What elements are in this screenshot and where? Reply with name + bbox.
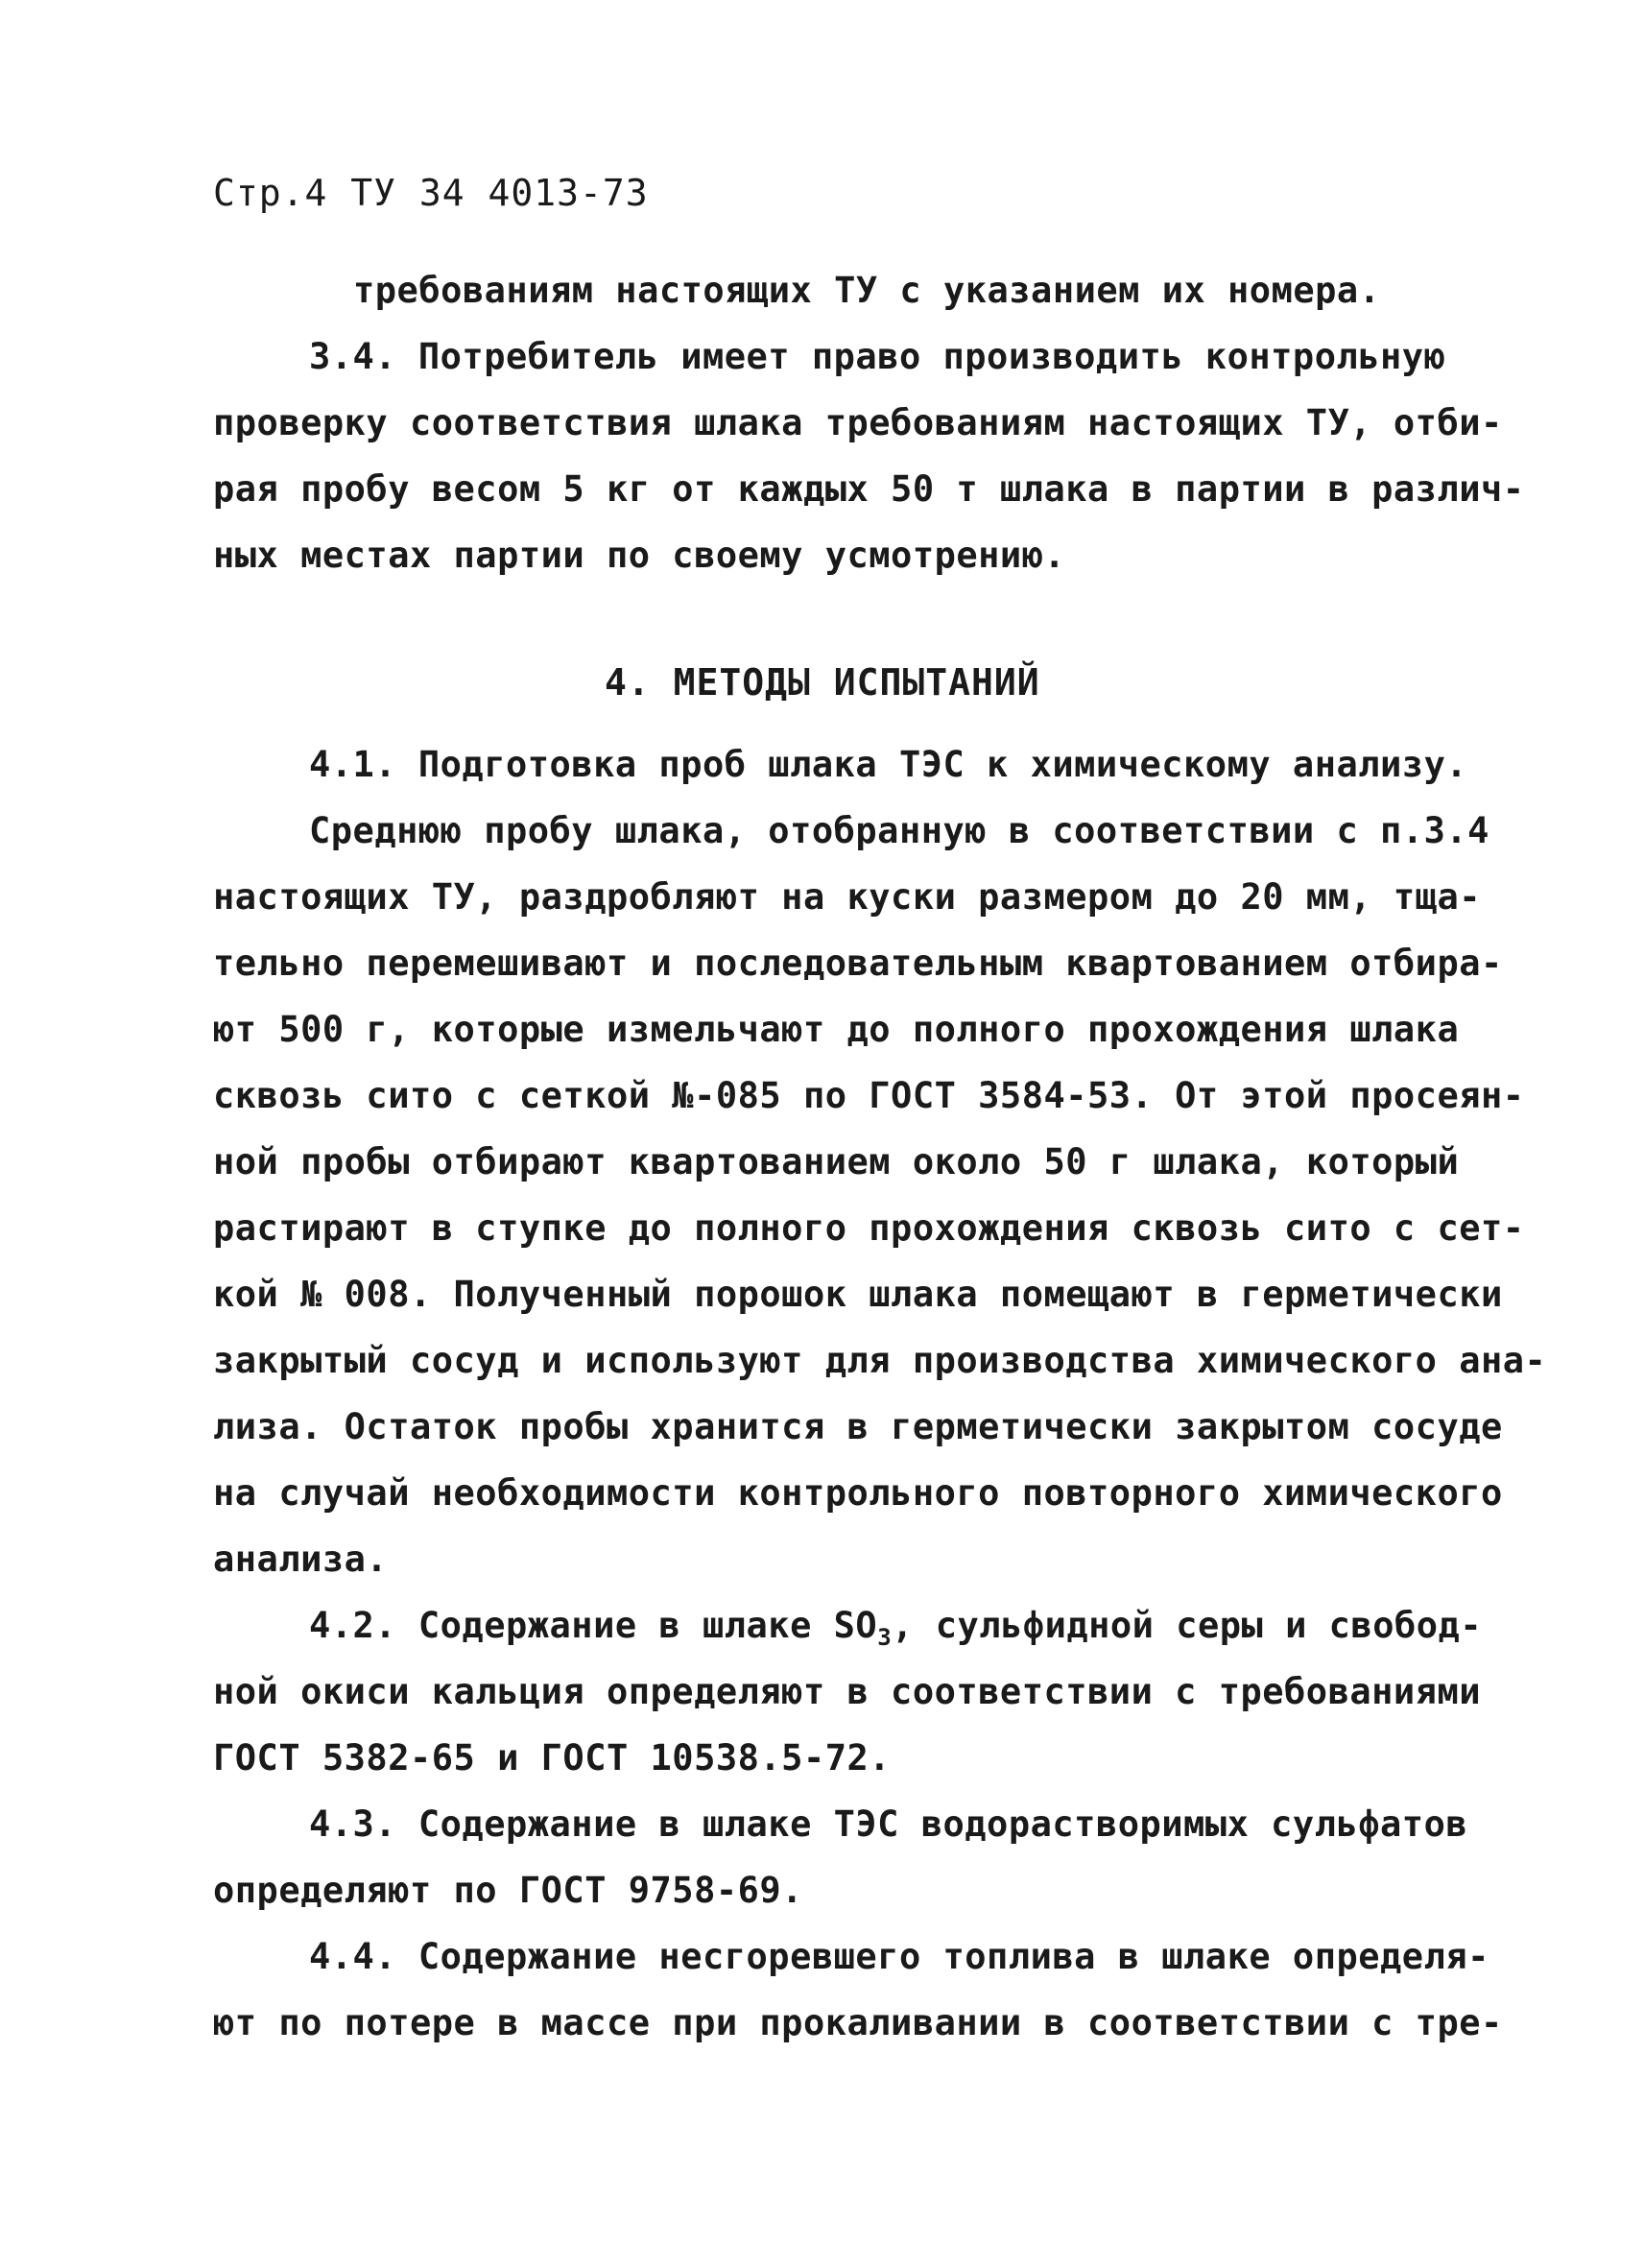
- text-line: ной пробы отбирают квартованием около 50 г шлака, который: [213, 1141, 1460, 1182]
- text-line: кой № 008. Полученный порошок шлака помещают в герметически: [213, 1274, 1503, 1315]
- text-line: тельно перемешивают и последовательным квартованием отбира-: [213, 943, 1503, 984]
- text-line: ной окиси кальция определяют в соответствии с требованиями: [213, 1671, 1482, 1712]
- chemical-formula: $SO_3$: [833, 1605, 893, 1651]
- page-header: Стр.4 ТУ 34 4013-73: [213, 172, 649, 214]
- text-line: рая пробу весом 5 кг от каждых 50 т шлака в партии в различ-: [213, 468, 1525, 510]
- text-line: растирают в ступке до полного прохождения сквозь сито с сет-: [213, 1207, 1525, 1249]
- text-line: 3.4. Потребитель имеет право производить контрольную: [309, 336, 1446, 377]
- text-line: закрытый сосуд и используют для производства химического ана-: [213, 1340, 1547, 1381]
- text-fragment: 4.2. Содержание в шлаке: [309, 1605, 834, 1646]
- text-line: на случай необходимости контрольного повторного химического: [213, 1472, 1503, 1514]
- text-line: лиза. Остаток пробы хранится в герметически закрытом сосуде: [213, 1406, 1503, 1447]
- text-line: 4.4. Содержание несгоревшего топлива в шлаке определя-: [309, 1936, 1489, 1977]
- text-line: анализа.: [213, 1539, 389, 1580]
- text-line: ных местах партии по своему усмотрению.: [213, 535, 1066, 576]
- text-line: Среднюю пробу шлака, отобранную в соответствии с п.3.4: [309, 810, 1489, 851]
- text-line: ют 500 г, которые измельчают до полного прохождения шлака: [213, 1009, 1460, 1050]
- text-line: ют по потере в массе при прокаливании в соответствии с тре-: [213, 2002, 1503, 2043]
- text-line: 4.1. Подготовка проб шлака ТЭС к химическому анализу.: [309, 744, 1468, 785]
- text-line: настоящих ТУ, раздробляют на куски размером до 20 мм, тща-: [213, 876, 1482, 918]
- text-line-with-formula: [309, 1605, 1483, 1651]
- text-line: сквозь сито с сеткой №-085 по ГОСТ 3584-53. От этой просеян-: [213, 1075, 1525, 1116]
- text-line: 4.3. Содержание в шлаке ТЭС водорастворимых сульфатов: [309, 1803, 1468, 1845]
- text-line: ГОСТ 5382-65 и ГОСТ 10538.5-72.: [213, 1737, 892, 1779]
- text-line: проверку соответствия шлака требованиям настоящих ТУ, отби-: [213, 402, 1503, 443]
- text-line: требованиям настоящих ТУ с указанием их номера.: [353, 270, 1381, 311]
- text-fragment: , сульфидной серы и свобод-: [892, 1605, 1483, 1646]
- section-title: 4. МЕТОДЫ ИСПЫТАНИЙ: [605, 661, 1040, 704]
- text-line: определяют по ГОСТ 9758-69.: [213, 1870, 803, 1911]
